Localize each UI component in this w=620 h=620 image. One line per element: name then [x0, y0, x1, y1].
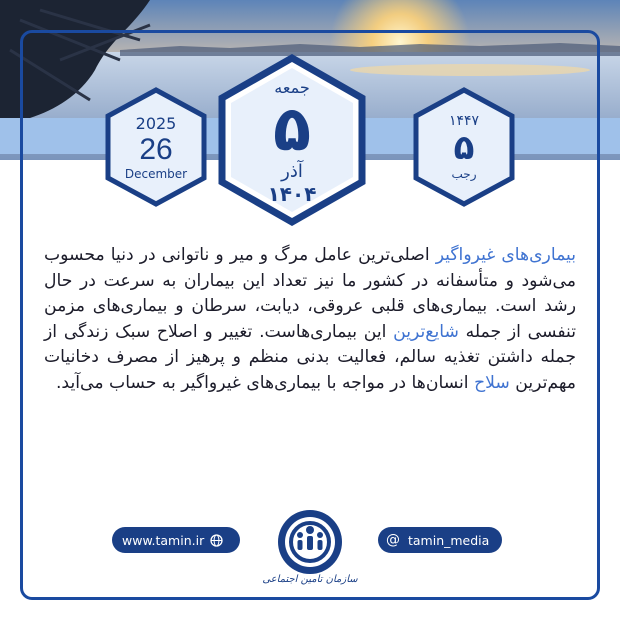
social-handle-link[interactable] — [378, 527, 502, 553]
solar-month: آذر — [281, 161, 303, 182]
gregorian-year: 2025 — [135, 113, 177, 133]
at-sign-icon: @ — [386, 532, 400, 548]
organization-name: سازمان تامین اجتماعی — [262, 574, 358, 585]
solar-year: ۱۴۰۴ — [267, 182, 317, 206]
text-part-2: این بیماری‌هاست. تغییر و اصلاح سبک زندگی از جمله داشتن تغذیه سالم، فعالیت بدنی منظم و پرهیز از مصرف دخانیات مهم‌ترین — [44, 321, 576, 393]
lunar-month: رجب — [451, 167, 477, 181]
gregorian-date-badge — [102, 86, 210, 208]
highlight-noncommunicable: بیماری‌های غیرواگیر — [435, 245, 577, 265]
lunar-year: ۱۴۴۷ — [448, 113, 480, 129]
text-part-3: انسان‌ها در مواجه با بیماری‌های غیرواگیر به حساب می‌آید. — [55, 372, 475, 393]
lunar-day: ۵ — [453, 128, 475, 168]
highlight-weapon: سلاح — [474, 372, 510, 393]
article-text — [44, 243, 576, 397]
website-link[interactable] — [112, 527, 240, 553]
globe-icon — [210, 534, 223, 547]
social-handle: tamin_media — [408, 532, 490, 548]
lunar-date-badge — [410, 86, 518, 208]
tamin-logo — [276, 508, 344, 576]
highlight-most-common: شایع‌ترین — [393, 321, 459, 342]
gregorian-day: 26 — [139, 132, 173, 166]
gregorian-month: December — [124, 166, 188, 181]
text-part-1: اصلی‌ترین عامل مرگ و میر و ناتوانی در دنیا محسوب می‌شود و متأسفانه در کشور ما نیز تعداد این بیماران به سرعت در حال رشد است. بیماری‌های قلبی عروقی، دیابت، سرطان و بیماری‌های مزمن تنفسی از جمله — [44, 245, 576, 342]
solar-day: ۵ — [273, 92, 311, 165]
solar-date-badge — [216, 54, 368, 226]
website-url: www.tamin.ir — [122, 532, 205, 548]
solar-weekday: جمعه — [274, 78, 310, 97]
